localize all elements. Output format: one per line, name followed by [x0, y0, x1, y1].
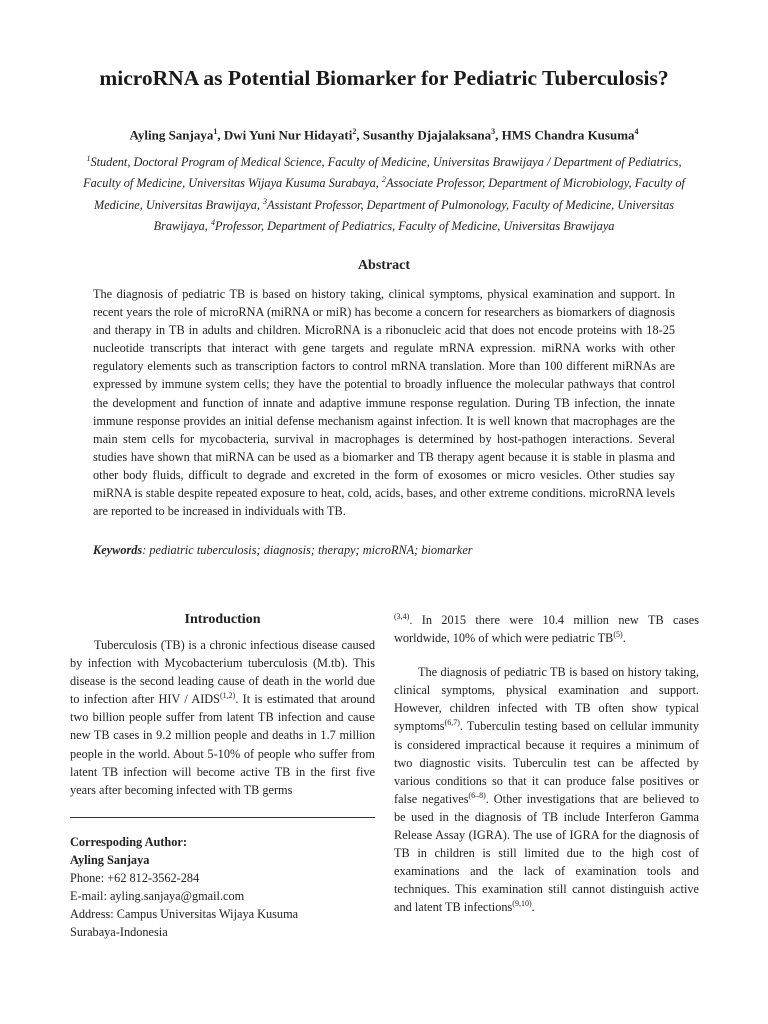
corr-name: Ayling Sanjaya — [70, 853, 150, 867]
abstract-text: The diagnosis of pediatric TB is based on history taking, clinical symptoms, physical examination and support. In recent years the role of microRNA (miRNA or miR) has become a concern for researchers as biomarkers of diagnosis and therapy in TB in adults and children. MicroRNA is a ribonucleic acid that does not encode proteins with 18-25 nucleotide transcripts that interact with gene targets and regulate mRNA expression. miRNA works with other regulatory elements such as transcription factors to control mRNA translation. More than 100 different miRNAs are expressed by immune system cells; they have the potential to broadly influence the molecular pathways that control the development and function of innate and adaptive immune response regulation. During TB infection, the innate immune response provides an initial defense mechanism against infection. It is well known that macrophages are the main stem cells for mycobacteria, survival in macrophages is determined by host-pathogen interactions. Several studies have shown that miRNA can be used as a biomarker and TB therapy agent because it is stable in plasma and other body fluids, difficult to degrade and excreted in the form of exosomes or micro vesicles. Other studies say miRNA is stable despite repeated exposure to heat, cold, acids, bases, and other extreme conditions. microRNA levels are reported to be increased in individuals with TB. — [93, 287, 675, 519]
keywords — [93, 543, 675, 558]
corresponding-author — [70, 833, 375, 941]
citation: (3,4) — [394, 611, 410, 621]
right-column — [394, 611, 699, 917]
affiliation-text: Student, Doctoral Program of Medical Science, Faculty of Medicine, Universitas Brawijaya / Department of Pediatrics, Faculty of Medicine, Universitas Wijaya Kusuma Surabaya, — [83, 155, 682, 191]
text-run: . It is estimated that around two billion people suffer from latent TB infection and cause new TB cases in 9.2 million people and deaths in 1.7 million people in the world. About 5-10% of people who suffer from latent TB infection will become active TB in the first five years after becoming infected with TB germs — [70, 692, 375, 797]
corr-phone: Phone: +62 812-3562-284 — [70, 871, 200, 885]
text-run: . Tuberculin testing based on cellular immunity is considered impractical because it requires a minimum of two diagnostic visits. Tuberculin test can be affected by various conditions so that it can produce false positives or false negatives — [394, 719, 699, 806]
introduction-heading: Introduction — [184, 612, 261, 627]
footnote-divider — [70, 817, 375, 818]
intro-paragraph-1-continued — [394, 611, 699, 647]
author-sup: 3 — [491, 127, 496, 136]
text-run: The diagnosis of pediatric TB is based on history taking, clinical symptoms, physical examination and support. However, children infected with TB often show typical symptoms — [394, 665, 699, 734]
affiliation-text: Assistant Professor, Department of Pulmonology, Faculty of Medicine, Universitas Brawijaya, — [153, 197, 675, 233]
corr-email: E-mail: ayling.sanjaya@gmail.com — [70, 889, 245, 903]
text-run: . — [531, 900, 535, 915]
affiliation-sup: 4 — [210, 217, 215, 227]
affiliation-text: Associate Professor, Department of Microbiology, Faculty of Medicine, Universitas Brawijaya, — [93, 176, 685, 212]
author-sup: 4 — [634, 127, 639, 136]
abstract-heading: Abstract — [357, 258, 411, 273]
left-column — [70, 612, 375, 799]
paper-title: microRNA as Potential Biomarker for Pediatric Tuberculosis? — [99, 66, 669, 90]
author-sup: 1 — [213, 127, 218, 136]
text-run: . — [622, 631, 626, 646]
text-run: . In 2015 there were 10.4 million new TB cases worldwide, 10% of which were pediatric TB — [394, 613, 699, 646]
keywords-text: : pediatric tuberculosis; diagnosis; therapy; microRNA; biomarker — [142, 543, 473, 557]
author-name: Dwi Yuni Nur Hidayati — [223, 127, 353, 143]
text-run: Tuberculosis (TB) is a chronic infectious disease caused by infection with Mycobacterium tuberculosis (M.tb). This disease is the second leading cause of death in the world due to infection after HIV / AIDS — [70, 638, 375, 707]
affiliation-sup: 3 — [263, 196, 268, 206]
affiliations — [78, 150, 690, 235]
citation: (5) — [613, 630, 623, 639]
affiliation-sup: 2 — [381, 175, 386, 185]
keywords-label: Keywords — [93, 543, 143, 557]
corr-heading: Correspoding Author: — [70, 835, 187, 849]
author-name: Ayling Sanjaya — [129, 127, 214, 143]
affiliation-text: Professor, Department of Pediatrics, Faculty of Medicine, Universitas Brawijaya — [214, 218, 615, 233]
citation: (1,2) — [220, 691, 236, 701]
affiliation-sup: 1 — [86, 154, 91, 163]
citation: (6–8) — [468, 790, 486, 800]
text-run: . Other investigations that are believed to be used in the diagnosis of TB include Interferon Gamma Release Assay (IGRA). The use of IGRA for the diagnosis of TB in children is still limited due to the high cost of examinations and the lack of examination tools and techniques. This examination still cannot distinguish active and latent TB infections — [394, 791, 700, 915]
citation: (9,10) — [512, 899, 532, 909]
author-list: Ayling Sanjaya$^1$, Dwi Yuni Nur Hidayati$^2$, Susanthy Djajalaksana$^3$, HMS Chandra Kusuma$^4$ — [129, 127, 639, 143]
intro-paragraph-1 — [70, 636, 375, 799]
citation: (6,7) — [444, 718, 460, 728]
corr-address-line: Address: Campus Universitas Wijaya Kusuma — [70, 907, 299, 921]
author-name: Susanthy Djajalaksana — [362, 127, 492, 143]
author-sup: 2 — [352, 127, 357, 136]
intro-paragraph-2 — [394, 663, 699, 916]
author-name: HMS Chandra Kusuma — [501, 127, 635, 143]
corr-address-line: Surabaya-Indonesia — [70, 925, 168, 939]
